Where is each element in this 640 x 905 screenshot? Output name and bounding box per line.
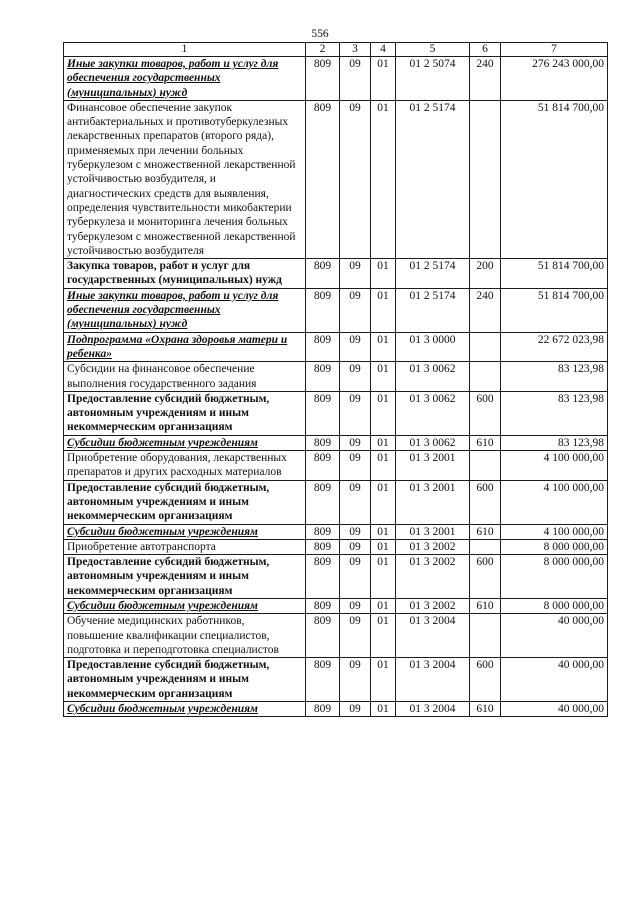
row-amount: 51 814 700,00 [501, 288, 608, 332]
page-number: 556 [311, 28, 329, 40]
row-amount: 8 000 000,00 [501, 555, 608, 599]
row-col-6 [470, 100, 501, 258]
table-row [64, 100, 608, 258]
row-col-4: 01 [371, 100, 396, 258]
row-col-2: 809 [306, 658, 340, 702]
table-row [64, 451, 608, 481]
row-col-4: 01 [371, 391, 396, 435]
row-col-6: 610 [470, 702, 501, 717]
row-col-5: 01 3 2004 [396, 658, 470, 702]
row-amount: 22 672 023,98 [501, 332, 608, 362]
row-amount: 8 000 000,00 [501, 539, 608, 554]
row-col-4: 01 [371, 288, 396, 332]
row-amount: 51 814 700,00 [501, 259, 608, 289]
row-col-2: 809 [306, 614, 340, 658]
row-col-2: 809 [306, 435, 340, 450]
row-col-4: 01 [371, 614, 396, 658]
row-col-2: 809 [306, 524, 340, 539]
row-col-2: 809 [306, 702, 340, 717]
row-amount: 40 000,00 [501, 614, 608, 658]
table-row [64, 658, 608, 702]
row-col-5: 01 3 2002 [396, 555, 470, 599]
row-col-6 [470, 614, 501, 658]
row-col-4: 01 [371, 598, 396, 613]
header-col-5: 5 [396, 43, 470, 57]
table-row [64, 555, 608, 599]
row-name: Субсидии бюджетным учреждениям [64, 702, 306, 717]
table-row [64, 598, 608, 613]
row-col-6: 240 [470, 288, 501, 332]
table-row [64, 362, 608, 392]
row-name: Приобретение оборудования, лекарственных препаратов и других расходных материалов [64, 451, 306, 481]
row-col-4: 01 [371, 259, 396, 289]
row-col-4: 01 [371, 332, 396, 362]
row-col-6: 200 [470, 259, 501, 289]
header-row [64, 43, 608, 57]
row-col-6: 610 [470, 435, 501, 450]
row-col-2: 809 [306, 451, 340, 481]
table-row [64, 288, 608, 332]
row-amount: 83 123,98 [501, 391, 608, 435]
row-name: Закупка товаров, работ и услуг для государственных (муниципальных) нужд [64, 259, 306, 289]
row-name: Предоставление субсидий бюджетным, автономным учреждениям и иным некоммерческим организациям [64, 391, 306, 435]
row-col-2: 809 [306, 555, 340, 599]
row-col-4: 01 [371, 57, 396, 101]
row-amount: 276 243 000,00 [501, 57, 608, 101]
row-name: Иные закупки товаров, работ и услуг для обеспечения государственных (муниципальных) нужд [64, 57, 306, 101]
row-col-5: 01 3 2001 [396, 451, 470, 481]
row-name: Субсидии бюджетным учреждениям [64, 598, 306, 613]
row-amount: 83 123,98 [501, 435, 608, 450]
row-col-6: 240 [470, 57, 501, 101]
row-col-4: 01 [371, 555, 396, 599]
row-col-5: 01 3 0062 [396, 391, 470, 435]
row-col-4: 01 [371, 524, 396, 539]
table-row [64, 702, 608, 717]
row-name: Субсидии на финансовое обеспечение выполнения государственного задания [64, 362, 306, 392]
row-col-5: 01 2 5174 [396, 100, 470, 258]
table-row [64, 259, 608, 289]
row-col-3: 09 [340, 259, 371, 289]
row-name: Приобретение автотранспорта [64, 539, 306, 554]
row-col-4: 01 [371, 702, 396, 717]
row-col-5: 01 3 2002 [396, 598, 470, 613]
row-col-4: 01 [371, 658, 396, 702]
row-col-5: 01 2 5074 [396, 57, 470, 101]
row-name: Обучение медицинских работников, повышение квалификации специалистов, подготовка и переподготовка специалистов [64, 614, 306, 658]
row-amount: 4 100 000,00 [501, 480, 608, 524]
row-amount: 40 000,00 [501, 702, 608, 717]
row-col-3: 09 [340, 362, 371, 392]
row-col-3: 09 [340, 658, 371, 702]
table-row [64, 435, 608, 450]
row-name: Субсидии бюджетным учреждениям [64, 435, 306, 450]
row-col-3: 09 [340, 57, 371, 101]
budget-table [63, 42, 608, 717]
row-name: Иные закупки товаров, работ и услуг для обеспечения государственных (муниципальных) нужд [64, 288, 306, 332]
row-amount: 51 814 700,00 [501, 100, 608, 258]
row-col-5: 01 3 2004 [396, 702, 470, 717]
row-col-5: 01 3 2001 [396, 480, 470, 524]
row-col-3: 09 [340, 391, 371, 435]
table-row [64, 332, 608, 362]
row-col-3: 09 [340, 435, 371, 450]
row-amount: 4 100 000,00 [501, 451, 608, 481]
row-amount: 40 000,00 [501, 658, 608, 702]
row-col-6 [470, 362, 501, 392]
header-col-3: 3 [340, 43, 371, 57]
row-col-2: 809 [306, 57, 340, 101]
table-row [64, 614, 608, 658]
row-col-6: 600 [470, 391, 501, 435]
row-name: Предоставление субсидий бюджетным, автономным учреждениям и иным некоммерческим организациям [64, 658, 306, 702]
row-col-6: 610 [470, 524, 501, 539]
table-row [64, 524, 608, 539]
row-col-3: 09 [340, 100, 371, 258]
row-col-5: 01 3 2004 [396, 614, 470, 658]
row-col-3: 09 [340, 539, 371, 554]
row-col-3: 09 [340, 480, 371, 524]
row-col-6: 600 [470, 555, 501, 599]
row-col-5: 01 2 5174 [396, 259, 470, 289]
row-col-6 [470, 332, 501, 362]
row-col-5: 01 3 0000 [396, 332, 470, 362]
row-col-4: 01 [371, 451, 396, 481]
row-name: Предоставление субсидий бюджетным, автономным учреждениям и иным некоммерческим организациям [64, 480, 306, 524]
row-col-3: 09 [340, 451, 371, 481]
row-col-2: 809 [306, 362, 340, 392]
table-row [64, 57, 608, 101]
row-col-6: 610 [470, 598, 501, 613]
header-col-4: 4 [371, 43, 396, 57]
row-col-3: 09 [340, 702, 371, 717]
row-name: Подпрограмма «Охрана здоровья матери и ребенка» [64, 332, 306, 362]
row-col-3: 09 [340, 614, 371, 658]
row-col-2: 809 [306, 100, 340, 258]
table-row [64, 391, 608, 435]
table-row [64, 480, 608, 524]
row-amount: 8 000 000,00 [501, 598, 608, 613]
row-col-5: 01 2 5174 [396, 288, 470, 332]
row-col-6 [470, 539, 501, 554]
row-amount: 4 100 000,00 [501, 524, 608, 539]
row-col-6 [470, 451, 501, 481]
row-col-4: 01 [371, 362, 396, 392]
row-col-5: 01 3 0062 [396, 435, 470, 450]
row-col-2: 809 [306, 480, 340, 524]
row-col-5: 01 3 2001 [396, 524, 470, 539]
row-amount: 83 123,98 [501, 362, 608, 392]
row-col-2: 809 [306, 259, 340, 289]
row-col-3: 09 [340, 332, 371, 362]
row-col-2: 809 [306, 332, 340, 362]
row-col-3: 09 [340, 288, 371, 332]
row-col-4: 01 [371, 435, 396, 450]
row-col-4: 01 [371, 480, 396, 524]
header-col-6: 6 [470, 43, 501, 57]
row-name: Субсидии бюджетным учреждениям [64, 524, 306, 539]
header-col-7: 7 [501, 43, 608, 57]
row-col-2: 809 [306, 598, 340, 613]
row-col-2: 809 [306, 391, 340, 435]
row-col-2: 809 [306, 539, 340, 554]
row-col-6: 600 [470, 658, 501, 702]
row-col-4: 01 [371, 539, 396, 554]
row-name: Предоставление субсидий бюджетным, автономным учреждениям и иным некоммерческим организациям [64, 555, 306, 599]
row-name: Финансовое обеспечение закупок антибактериальных и противотуберкулезных лекарственных препаратов (второго ряда), применяемых при лечении больных туберкулезом с множественной лекарственной устойчивостью возбудителя, и диагностических средств для выявления, определения чувствительности микобактерии туберкулеза и мониторинга лечения больных туберкулезом с множественной лекарственной устойчивостью возбудителя [64, 100, 306, 258]
row-col-6: 600 [470, 480, 501, 524]
row-col-5: 01 3 0062 [396, 362, 470, 392]
row-col-5: 01 3 2002 [396, 539, 470, 554]
row-col-3: 09 [340, 555, 371, 599]
row-col-3: 09 [340, 524, 371, 539]
row-col-2: 809 [306, 288, 340, 332]
row-col-3: 09 [340, 598, 371, 613]
header-col-1: 1 [64, 43, 306, 57]
table-row [64, 539, 608, 554]
header-col-2: 2 [306, 43, 340, 57]
